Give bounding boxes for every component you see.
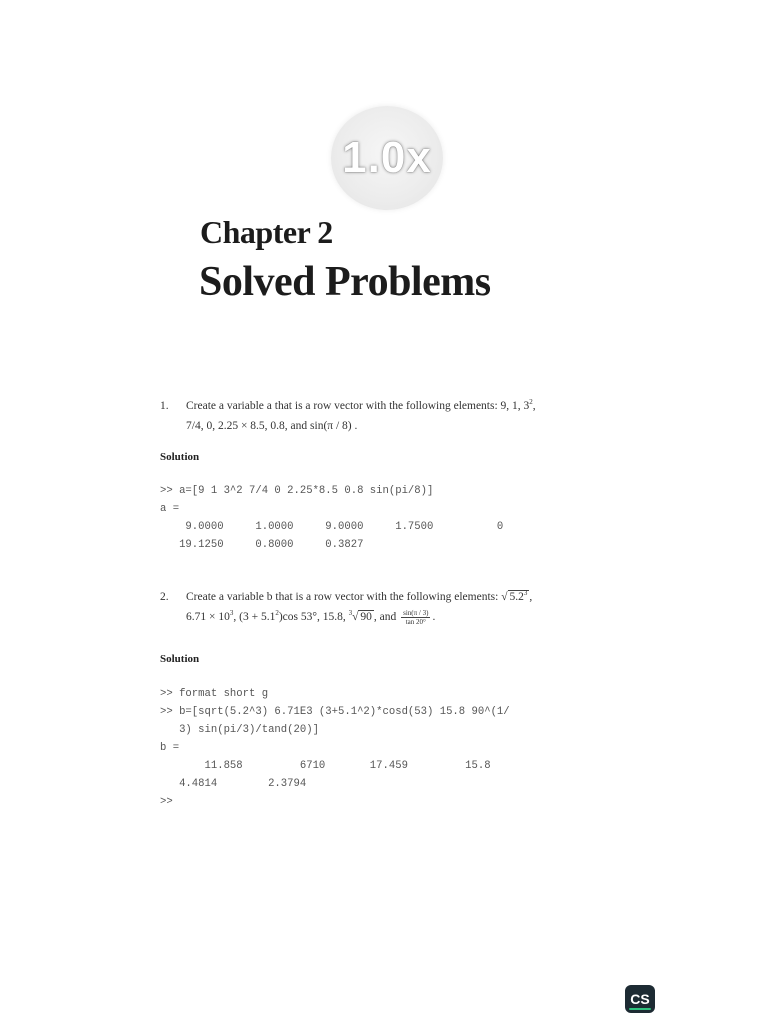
code-line: >> format short g	[160, 688, 269, 700]
exponent: 2	[275, 609, 279, 618]
camscanner-logo[interactable]	[625, 985, 655, 1013]
code-line: >> a=[9 1 3^2 7/4 0 2.25*8.5 0.8 sin(pi/8)]	[160, 485, 434, 497]
root-symbol: √	[352, 611, 359, 623]
problem-number: 1.	[160, 400, 169, 412]
exponent: 3	[523, 589, 528, 598]
math-text: )cos 53°, 15.8,	[278, 611, 346, 623]
chapter-label: Chapter 2	[200, 214, 333, 250]
problem-text: Create a variable a that is a row vector with the following elements: 9, 1, 3	[186, 400, 530, 412]
fraction-numerator: sin(π / 3)	[403, 608, 429, 617]
problem-text: 7/4, 0, 2.25 × 8.5, 0.8, and sin(π / 8) .	[186, 420, 358, 432]
problem-2: 2. Create a variable b that is a row vector with the following elements: √ $5.2^3$ , $6.71 \times 10^3$, $(3 + 5.1^2)\cos$ 53°, 15.8, $^3$√ 90 , and $\frac{\sin(\pi / 3)}{\tan 20^\circ}$ .	[160, 587, 680, 627]
problem-1	[160, 396, 680, 436]
matlab-code-block	[160, 685, 510, 811]
zoom-level-label: 1.0x	[342, 133, 432, 182]
code-line: >> b=[sqrt(5.2^3) 6.71E3 (3+5.1^2)*cosd(53) 15.8 90^(1/	[160, 706, 510, 718]
code-line: 9.0000 1.0000 9.0000 1.7500 0	[160, 521, 504, 533]
solution-label: Solution	[160, 653, 200, 665]
code-line: a =	[160, 503, 180, 515]
logo-label: CS	[630, 991, 650, 1007]
punctuation: ,	[532, 400, 536, 412]
sqrt-symbol: √	[501, 591, 508, 603]
fraction-denominator: tan 20°	[405, 617, 426, 626]
exponent: 3	[229, 609, 234, 618]
code-line: 19.1250 0.8000 0.3827	[160, 539, 364, 551]
exponent: 2	[529, 398, 533, 407]
root-index: 3	[348, 609, 353, 618]
page-title: Solved Problems	[199, 259, 491, 305]
code-line: 3) sin(pi/3)/tand(20)]	[160, 724, 319, 736]
math-text: , (3 + 5.1	[233, 611, 276, 623]
sqrt-radicand	[508, 590, 530, 603]
solution-label: Solution	[160, 451, 200, 463]
fraction	[401, 609, 430, 626]
math-text: 6.71 × 10	[186, 611, 230, 623]
radicand-value: 5.2	[509, 591, 524, 603]
code-line: 11.858 6710 17.459 15.8	[160, 760, 491, 772]
code-line: >>	[160, 796, 173, 808]
punctuation: .	[432, 611, 436, 623]
code-line: b =	[160, 742, 180, 754]
root-value: 90	[360, 611, 372, 623]
matlab-code-block	[160, 482, 503, 554]
code-line: 4.4814 2.3794	[160, 778, 307, 790]
math-text: , and	[373, 611, 397, 623]
problem-number: 2.	[160, 591, 169, 603]
problem-text: Create a variable b that is a row vector with the following elements:	[186, 591, 499, 603]
zoom-level-badge[interactable]	[331, 106, 443, 210]
